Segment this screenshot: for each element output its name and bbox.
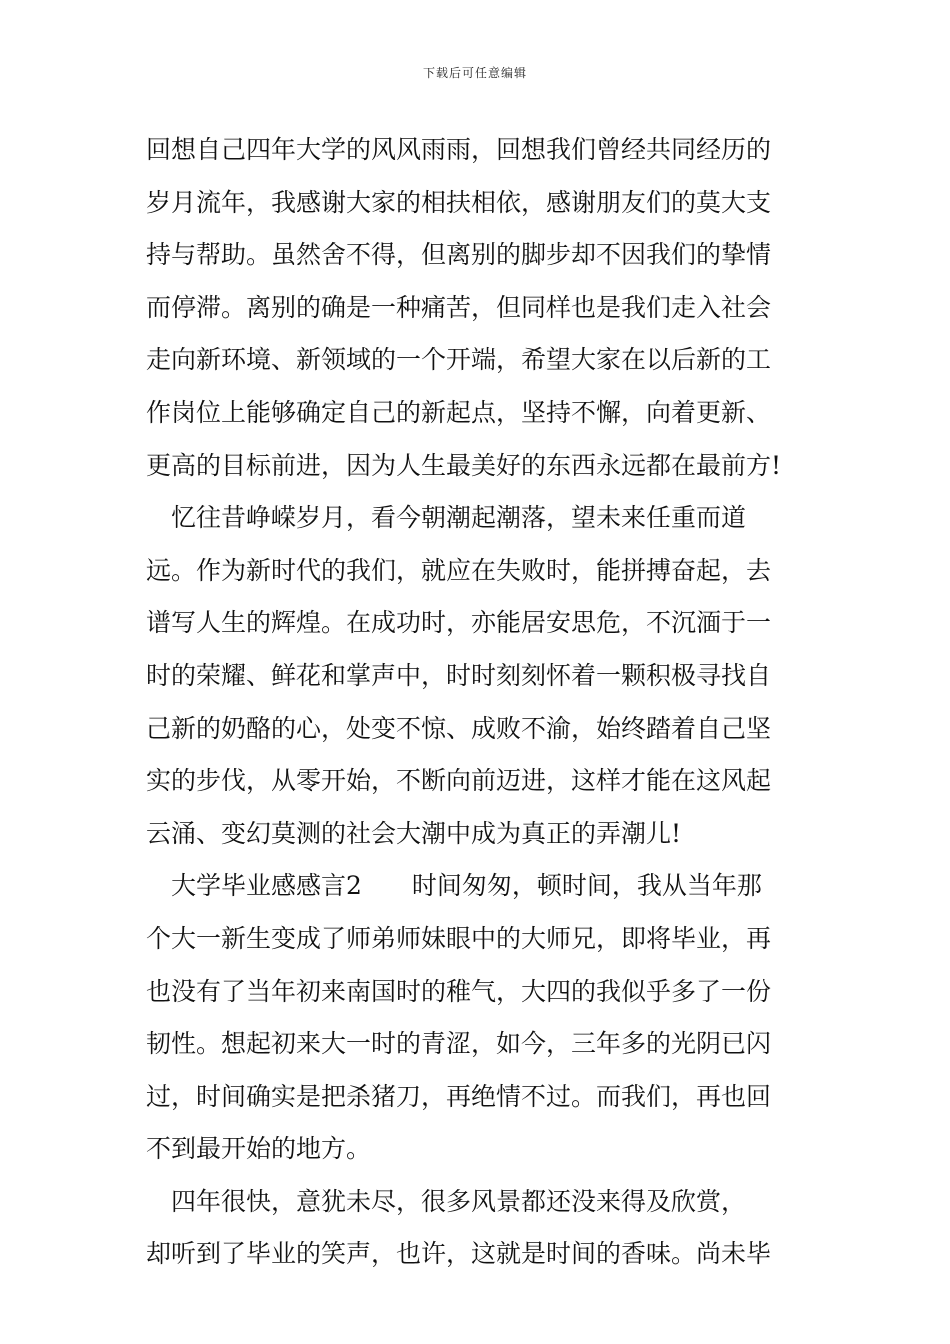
text-line: 谱写人生的辉煌。在成功时，亦能居安思危，不沉湎于一 xyxy=(146,608,772,638)
text-line: 走向新环境、新领域的一个开端，希望大家在以后新的工 xyxy=(146,345,772,375)
text-line: 大学毕业感感言2 时间匆匆，顿时间，我从当年那 xyxy=(146,871,762,901)
text-line: 个大一新生变成了师弟师妹眼中的大师兄，即将毕业，再 xyxy=(146,923,772,953)
text-line: 回想自己四年大学的风风雨雨，回想我们曾经共同经历的 xyxy=(146,135,772,164)
text-line: 远。作为新时代的我们，就应在失败时，能拼搏奋起，去 xyxy=(146,555,772,585)
text-line: 云涌、变幻莫测的社会大潮中成为真正的弄潮儿! xyxy=(146,818,682,848)
text-line: 过，时间确实是把杀猪刀，再绝情不过。而我们，再也回 xyxy=(146,1081,772,1111)
page-header: 下载后可任意编辑 xyxy=(422,66,527,80)
text-line: 却听到了毕业的笑声，也许，这就是时间的香味。尚未毕 xyxy=(146,1239,772,1269)
text-line: 实的步伐，从零开始，不断向前迈进，这样才能在这风起 xyxy=(146,766,772,796)
text-line: 而停滞。离别的确是一种痛苦，但同样也是我们走入社会 xyxy=(146,292,772,322)
text-line: 时的荣耀、鲜花和掌声中，时时刻刻怀着一颗积极寻找自 xyxy=(146,660,772,690)
text-line: 己新的奶酪的心，处变不惊、成败不渝，始终踏着自己坚 xyxy=(146,713,772,743)
text-line: 作岗位上能够确定自己的新起点，坚持不懈，向着更新、 xyxy=(146,397,772,427)
text-line: 也没有了当年初来南国时的稚气，大四的我似乎多了一份 xyxy=(146,976,772,1006)
text-line: 更高的目标前进，因为人生最美好的东西永远都在最前方! xyxy=(146,450,782,480)
text-line: 不到最开始的地方。 xyxy=(146,1134,372,1164)
text-line: 持与帮助。虽然舍不得，但离别的脚步却不因我们的挚情 xyxy=(146,240,772,270)
text-line: 四年很快，意犹未尽，很多风景都还没来得及欣赏， xyxy=(146,1186,747,1216)
document-body xyxy=(146,124,812,1281)
text-line: 忆往昔峥嵘岁月，看今朝潮起潮落，望未来任重而道 xyxy=(146,503,747,533)
text-line: 韧性。想起初来大一时的青涩，如今，三年多的光阴已闪 xyxy=(146,1029,772,1059)
text-line: 岁月流年，我感谢大家的相扶相依，感谢朋友们的莫大支 xyxy=(146,187,772,217)
